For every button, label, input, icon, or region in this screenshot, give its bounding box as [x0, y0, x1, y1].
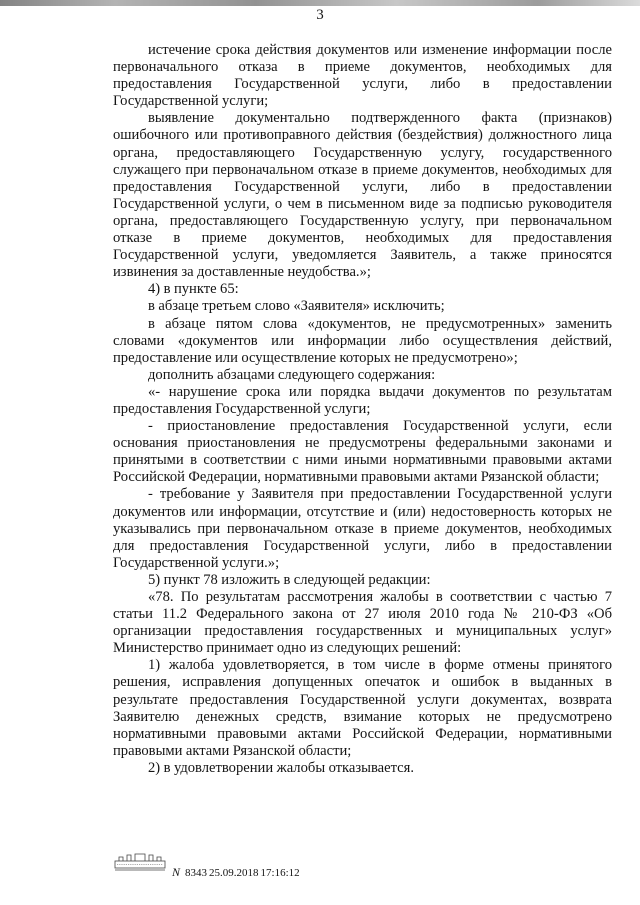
paragraph: 2) в удовлетворении жалобы отказывается.: [148, 759, 415, 776]
registry-stamp-icon: [113, 852, 167, 872]
paragraph: 1) жалоба удовлетворяется, в том числе в форме отмены принятого решения, исправления допущенных опечаток и ошибок в выданных в результате предоставления Государственной услуги документах, возврата Заявителю денежных средств, взимание которых не предусмотрено нормативными правовыми актами Российской Федерации, нормативными правовыми актами Рязанской области;: [113, 657, 612, 759]
registration-mark: N: [172, 865, 181, 879]
document-body: [113, 42, 612, 777]
paragraph: в абзаце третьем слово «Заявителя» исключить;: [148, 298, 445, 315]
registration-time: 17:16:12: [260, 866, 300, 879]
paragraph: «78. По результатам рассмотрения жалобы в соответствии с частью 7 статьи 11.2 Федерального закона от 27 июля 2010 года № 210-ФЗ «Об организации предоставления государственных и муниципальных услуг» Министерство принимает одно из следующих решений:: [113, 589, 612, 657]
paragraph: - приостановление предоставления Государственной услуги, если основания приостановления не предусмотрены федеральными законами и принятыми в соответствии с ними иными нормативными правовыми актами Российской Федерации, нормативными правовыми актами Рязанской области;: [113, 418, 612, 486]
registration-footer: [172, 865, 300, 880]
paragraph: «- нарушение срока или порядка выдачи документов по результатам предоставления Государственной услуги;: [113, 383, 612, 417]
paragraph: истечение срока действия документов или изменение информации после первоначального отказа в приеме документов, необходимых для предоставления Государственной услуги, либо в предоставлении Государственной услуги;: [113, 42, 612, 110]
paragraph: - требование у Заявителя при предоставлении Государственной услуги документов или информации, отсутствие и (или) недостоверность которых не указывались при первоначальном отказе в приеме документов, необходимых для предоставления Государственной услуги, либо в предоставлении Государственной услуги.»;: [113, 486, 612, 571]
registration-date: 25.09.2018: [209, 866, 259, 879]
scan-edge: [0, 0, 640, 6]
paragraph: 5) пункт 78 изложить в следующей редакции:: [148, 571, 431, 588]
paragraph: выявление документально подтвержденного факта (признаков) ошибочного или противоправного действия (бездействия) должностного лица органа, предоставляющего Государственную услугу, государственного служащего при первоначальном отказе в приеме документов, необходимых для предоставления Государственной услуги, либо в предоставлении Государственной услуги, о чем в письменном виде за подписью руководителя органа, предоставляющего Государственную услугу, при первоначальном отказе в приеме документов, необходимых для предоставления Государственной услуги, уведомляется Заявитель, а также приносятся извинения за доставленные неудобства.»;: [113, 110, 612, 281]
paragraph: в абзаце пятом слова «документов, не предусмотренных» заменить словами «документов или информации либо осуществления действий, предоставление или осуществление которых не предусмотрено»;: [113, 315, 612, 366]
paragraph: 4) в пункте 65:: [148, 281, 239, 298]
paragraph: дополнить абзацами следующего содержания:: [148, 366, 436, 383]
registration-number: 8343: [185, 866, 208, 879]
page-number: 3: [316, 7, 324, 23]
